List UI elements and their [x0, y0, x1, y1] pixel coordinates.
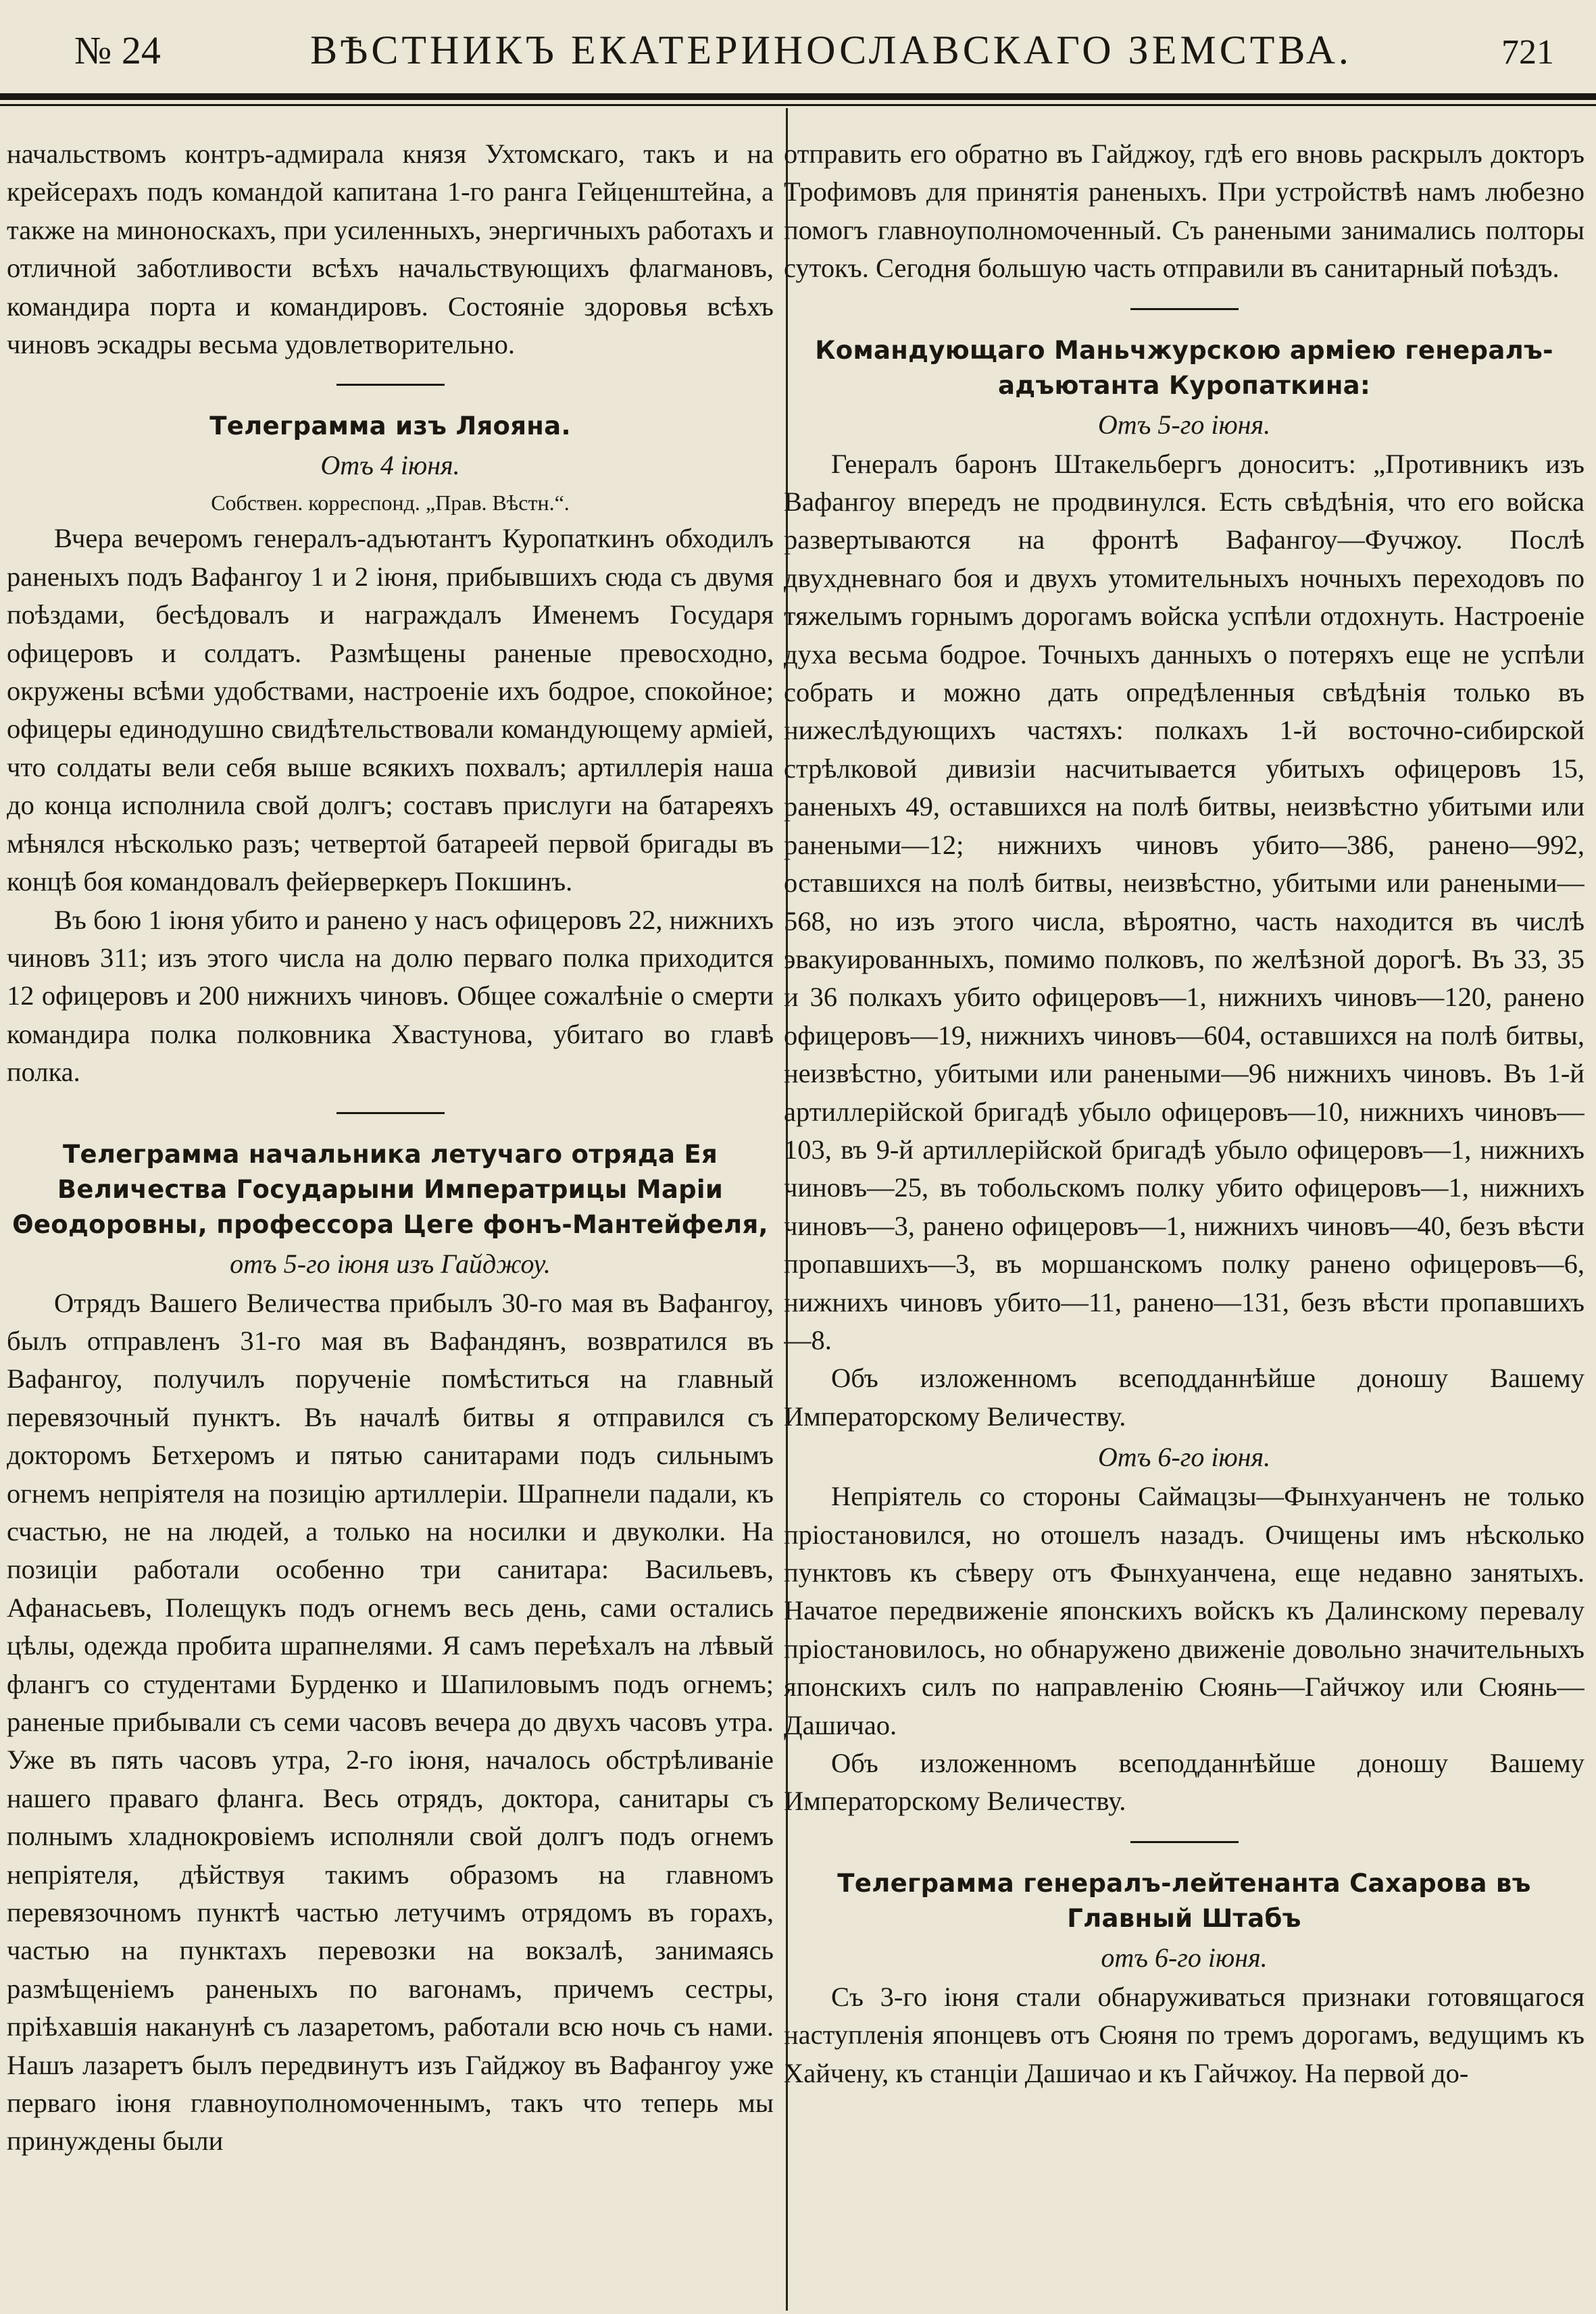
article-heading: Телеграмма генералъ-лейтенанта Сахарова въ Главный Штабъ — [837, 1868, 1531, 1933]
continued-paragraph: отправить его обратно въ Гайджоу, гдѣ его вновь раскрылъ докторъ Трофимовъ для принятiя раненыхъ. При устройствѣ намъ любезно помогъ главноуполномоченный. Съ ранеными занимались полторы сутокъ. Сегодня большую часть отправили въ санитарный поѣздъ. — [784, 139, 1585, 284]
article-paragraph: Отрядъ Вашего Величества прибылъ 30-го мая въ Вафангоу, былъ отправленъ 31-го мая въ Вафандянъ, возвратился въ Вафангоу, получилъ порученiе помѣститься на главный перевязочный пунктъ. Въ началѣ битвы я отправился съ докторомъ Бетхеромъ и пятью санитарами подъ сильнымъ огнемъ непрiятеля на позицiю артиллерiи. Шрапнели падали, къ счастью, не на людей, а только на носилки и двуколки. На позицiи работали особенно три санитара: Васильевъ, Афанасьевъ, Полещукъ подъ огнемъ весь день, сами остались цѣлы, одежда пробита шрапнелями. Я самъ переѣхалъ на лѣвый флангъ со студентами Бурденко и Шапиловымъ подъ огнемъ; раненые прибывали съ семи часовъ вечера до двухъ часовъ утра. Уже въ пять часовъ утра, 2-го iюня, началось обстрѣливанiе нашего праваго фланга. Весь отрядъ, доктора, санитары съ полнымъ хладнокровiемъ исполняли свой долгъ подъ огнемъ непрiятеля, дѣйствуя такимъ образомъ на главномъ перевязочномъ пунктѣ частью летучимъ отрядомъ въ горахъ, частью на пунктахъ перевозки на вокзалѣ, занимаясь размѣщенiемъ раненыхъ по вагонамъ, причемъ сестры, прiѣхавшiя наканунѣ съ лазаретомъ, работали всю ночь съ нами. Нашъ лазаретъ былъ передвинутъ изъ Гайджоу въ Вафангоу уже перваго iюня главноуполномоченнымъ, такъ что теперь мы принуждены были — [7, 1287, 774, 2157]
article-date: отъ 6-го iюня. — [1101, 1942, 1268, 1973]
right-column — [784, 135, 1585, 2304]
article-paragraph: Непрiятель со стороны Саймацзы—Фынхуанченъ не только прiостановился, но отошелъ назадъ. Очищены имъ нѣсколько пунктовъ къ сѣверу отъ Фынхуанчена, еще недавно занятыхъ. Начатое передвиженiе японскихъ войскъ къ Далинскому перевалу прiостановилось, но обнаружено движенiе довольно значительныхъ японскихъ силъ по направленiю Сюянь—Гайчжоу или Сюянь—Дашичао. — [784, 1481, 1585, 1740]
masthead — [74, 27, 1554, 85]
article-paragraph: Въ бою 1 iюня убито и ранено у насъ офицеровъ 22, нижнихъ чиновъ 311; изъ этого числа на долю перваго полка приходится 12 офицеровъ и 200 нижнихъ чиновъ. Общее сожалѣнiе о смерти командира полка полковника Хвастунова, убитаго во главѣ полка. — [7, 904, 774, 1088]
article-paragraph: Съ 3-го iюня стали обнаруживаться признаки готовящагося наступленiя японцевъ отъ Сюяня по тремъ дорогамъ, ведущимъ къ Хайчену, къ станцiи Дашичао и къ Гайчжоу. На первой до- — [784, 1981, 1585, 2088]
article-paragraph: Генералъ баронъ Штакельбергъ доноситъ: „Противникъ изъ Вафангоу впередъ не продвинулся. Есть свѣдѣнiя, что его войска развертываются на фронтѣ Вафангоу—Фучжоу. Послѣ двухдневнаго боя и двухъ утомительныхъ ночныхъ переходовъ по тяжелымъ горнымъ дорогамъ войска успѣли отдохнуть. Настроенiе духа весьма бодрое. Точныхъ данныхъ о потеряхъ еще не успѣли собрать и можно дать опредѣленныя свѣдѣнiя только въ нижеслѣдующихъ частяхъ: полкахъ 1-й восточно-сибирской стрѣлковой дивизiи насчитывается убитыхъ офицеровъ 15, раненыхъ 49, оставшихся на полѣ битвы, неизвѣстно убитыми или ранеными—12; нижнихъ чиновъ убито—386, ранено—992, оставшихся на полѣ битвы, неизвѣстно, убитыми или ранеными—568, но изъ этого числа, вѣроятно, часть находится въ числѣ эвакуированныхъ, помимо полковъ, по желѣзной дорогѣ. Въ 33, 35 и 36 полкахъ убито офицеровъ—1, нижнихъ чиновъ—120, ранено офицеровъ—19, нижнихъ чиновъ—604, оставшихся на полѣ битвы, неизвѣстно, убитыми или ранеными—96 нижнихъ чиновъ. Въ 1-й артиллерiйской бригадѣ убыло офицеровъ—10, нижнихъ чиновъ—103, въ 9-й артиллерiйской бригадѣ убыло офицеровъ—1, нижнихъ чиновъ—25, въ тобольскомъ полку убито офицеровъ—1, нижнихъ чиновъ—3, ранено офицеровъ—1, нижнихъ чиновъ—40, безъ вѣсти пропавшихъ—3, въ моршанскомъ полку ранено офицеровъ—6, нижнихъ чиновъ убито—11, ранено—131, безъ вѣсти пропавшихъ—8. — [784, 448, 1585, 1355]
article-mantejfel — [7, 1137, 774, 2161]
page-number: 721 — [1501, 33, 1554, 72]
article-date: отъ 5-го iюня изъ Гайджоу. — [230, 1248, 551, 1279]
publication-title: ВѢСТНИКЪ ЕКАТЕРИНОСЛАВСКАГО ЗЕМСТВА. — [310, 28, 1352, 72]
issue-number: № 24 — [74, 28, 161, 72]
article-date: Отъ 4 iюня. — [320, 450, 460, 481]
report-signoff: Объ изложенномъ всеподданнѣйше доношу Вашему Императорскому Величеству. — [784, 1363, 1585, 1432]
article-sakharov — [784, 1866, 1585, 2092]
left-column — [7, 135, 774, 2304]
section-separator — [336, 1112, 445, 1114]
section-separator — [1130, 1841, 1239, 1843]
article-heading: Телеграмма начальника летучаго отряда Ея Величества Государыни Императрицы Марiи Θеодоровны, профессора Цеге фонъ-Мантейфеля, — [12, 1139, 768, 1239]
article-heading: Командующаго Маньчжурскою армiею генералъ-адъютанта Куропаткина: — [815, 335, 1553, 400]
section-separator — [1130, 308, 1239, 310]
report-signoff: Объ изложенномъ всеподданнѣйше доношу Вашему Императорскому Величеству. — [784, 1748, 1585, 1817]
continued-paragraph: начальствомъ контръ-адмирала князя Ухтомскаго, такъ и на крейсерахъ подъ командой капитана 1-го ранга Гейценштейна, а также на миноноскахъ, при усиленныхъ, энергичныхъ работахъ и отличной заботливости всѣхъ начальствующихъ флагмановъ, командира порта и командировъ. Состоянiе здоровья всѣхъ чиновъ эскадры весьма удовлетворительно. — [7, 139, 774, 360]
header-rule-thin — [0, 104, 1596, 106]
header-rule-thick — [0, 93, 1596, 100]
article-source: Собствен. корреспонд. „Прав. Вѣстн.“. — [211, 491, 570, 515]
section-separator — [336, 384, 445, 386]
article-liaoyang — [7, 409, 774, 1091]
article-paragraph: Вчера вечеромъ генералъ-адъютантъ Куропаткинъ обходилъ раненыхъ подъ Вафангоу 1 и 2 iюня, прибывшихъ сюда съ двумя поѣздами, бесѣдовалъ и награждалъ Именемъ Государя офицеровъ и солдатъ. Размѣщены раненые превосходно, окружены всѣми удобствами, настроенiе ихъ бодрое, спокойное; офицеры единодушно свидѣтельствовали командующему армiей, что солдаты вели себя выше всякихъ похвалъ; артиллерiя наша до конца исполнила свой долгъ; составъ прислуги на батареяхъ мѣнялся нѣсколько разъ; четвертой батареей первой бригады въ концѣ боя командовалъ фейерверкеръ Покшинъ. — [7, 523, 774, 897]
article-kuropatkin — [784, 333, 1585, 1821]
article-date: Отъ 6-го iюня. — [1097, 1442, 1271, 1473]
article-heading: Телеграмма изъ Ляояна. — [209, 411, 571, 441]
article-date: Отъ 5-го iюня. — [1097, 409, 1271, 440]
